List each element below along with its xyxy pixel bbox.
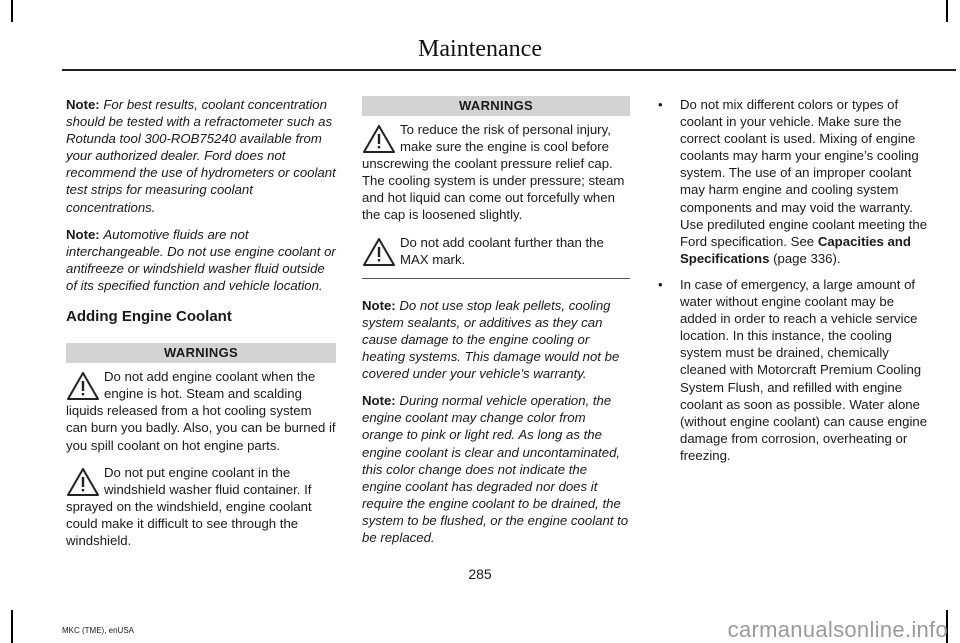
column-left (66, 96, 336, 559)
bullet-list (654, 96, 928, 464)
warning-item: Do not put engine coolant in the windshield washer fluid container. If sprayed on the windshield, engine coolant could make it difficult to see through the windshield. (66, 464, 312, 548)
warning-triangle-icon (66, 466, 100, 498)
note-paragraph: Note: Do not use stop leak pellets, cooling system sealants, or additives as they can cause damage to the engine cooling or heating systems. This damage would not be covered under your vehicle’s warranty. (362, 297, 620, 382)
warnings-header: WARNINGS (362, 96, 630, 116)
column-right (654, 96, 928, 473)
note-paragraph: Note: For best results, coolant concentration should be tested with a refractometer such as Rotunda tool 300-ROB75240 available from your authorized dealer. Ford does not recommend the use of hydrometers or coolant test strips for measuring coolant concentrations. (66, 97, 336, 215)
column-middle (362, 96, 630, 556)
note-paragraph: Note: During normal vehicle operation, the engine coolant may change color from orange to pink or light red. As long as the engine coolant is clear and uncontaminated, this color change does not indicate the engine coolant has degraded nor does it require the engine coolant to be drained, the system to be flushed, or the engine coolant to be replaced. (362, 393, 629, 545)
page-number: 285 (468, 566, 492, 582)
crop-mark (11, 0, 13, 22)
bullet-icon: • (658, 97, 663, 112)
page-title: Maintenance (418, 36, 542, 62)
list-item: • In case of emergency, a large amount of water without engine coolant may be added in order to reach a vehicle service location. In this instance, the cooling system must be drained, chemically cleaned with Motorcraft Premium Cooling System Flush, and refilled with engine coolant as soon as possible. Water alone (without engine coolant) can cause engine damage from corrosion, overheating or freezing. (658, 276, 928, 463)
warning-item: To reduce the risk of personal injury, make sure the engine is cool before unscrewing the coolant pressure relief cap. The cooling system is under pressure; steam and hot liquid can come out forcefully when the cap is loosened slightly. (362, 122, 625, 223)
warning-item: Do not add coolant further than the MAX mark. (362, 234, 630, 268)
header-divider (62, 69, 956, 71)
warning-triangle-icon (362, 123, 396, 155)
watermark: carmanualsonline.info (727, 617, 948, 642)
warning-triangle-icon (362, 236, 396, 268)
cross-reference-link[interactable]: Capacities and Specifications (680, 233, 911, 266)
warnings-header: WARNINGS (66, 343, 336, 363)
warning-triangle-icon (66, 370, 100, 402)
warning-item: Do not add engine coolant when the engine is hot. Steam and scalding liquids released from a hot cooling system can burn you badly. Also, you can be burned if you spill coolant on hot engine parts. (66, 369, 336, 453)
crop-mark (11, 610, 13, 643)
section-heading: Adding Engine Coolant (66, 308, 232, 326)
bullet-icon: • (658, 276, 663, 292)
warnings-divider (362, 278, 630, 279)
list-item: • Do not mix different colors or types of coolant in your vehicle. Make sure the correct coolant is used. Mixing of engine coolants may harm your engine’s cooling system. The use of an improper coolant may harm engine and cooling system components and may void the warranty. Use prediluted engine coolant meeting the Ford specification. See Capacities and Specifications (page 336). (658, 97, 928, 266)
crop-mark (946, 0, 948, 22)
footer-model-code: MKC (TME), enUSA (62, 626, 135, 635)
note-paragraph: Note: Automotive fluids are not interchangeable. Do not use engine coolant or antifreeze or windshield washer fluid outside of its specified function and vehicle location. (66, 226, 336, 293)
